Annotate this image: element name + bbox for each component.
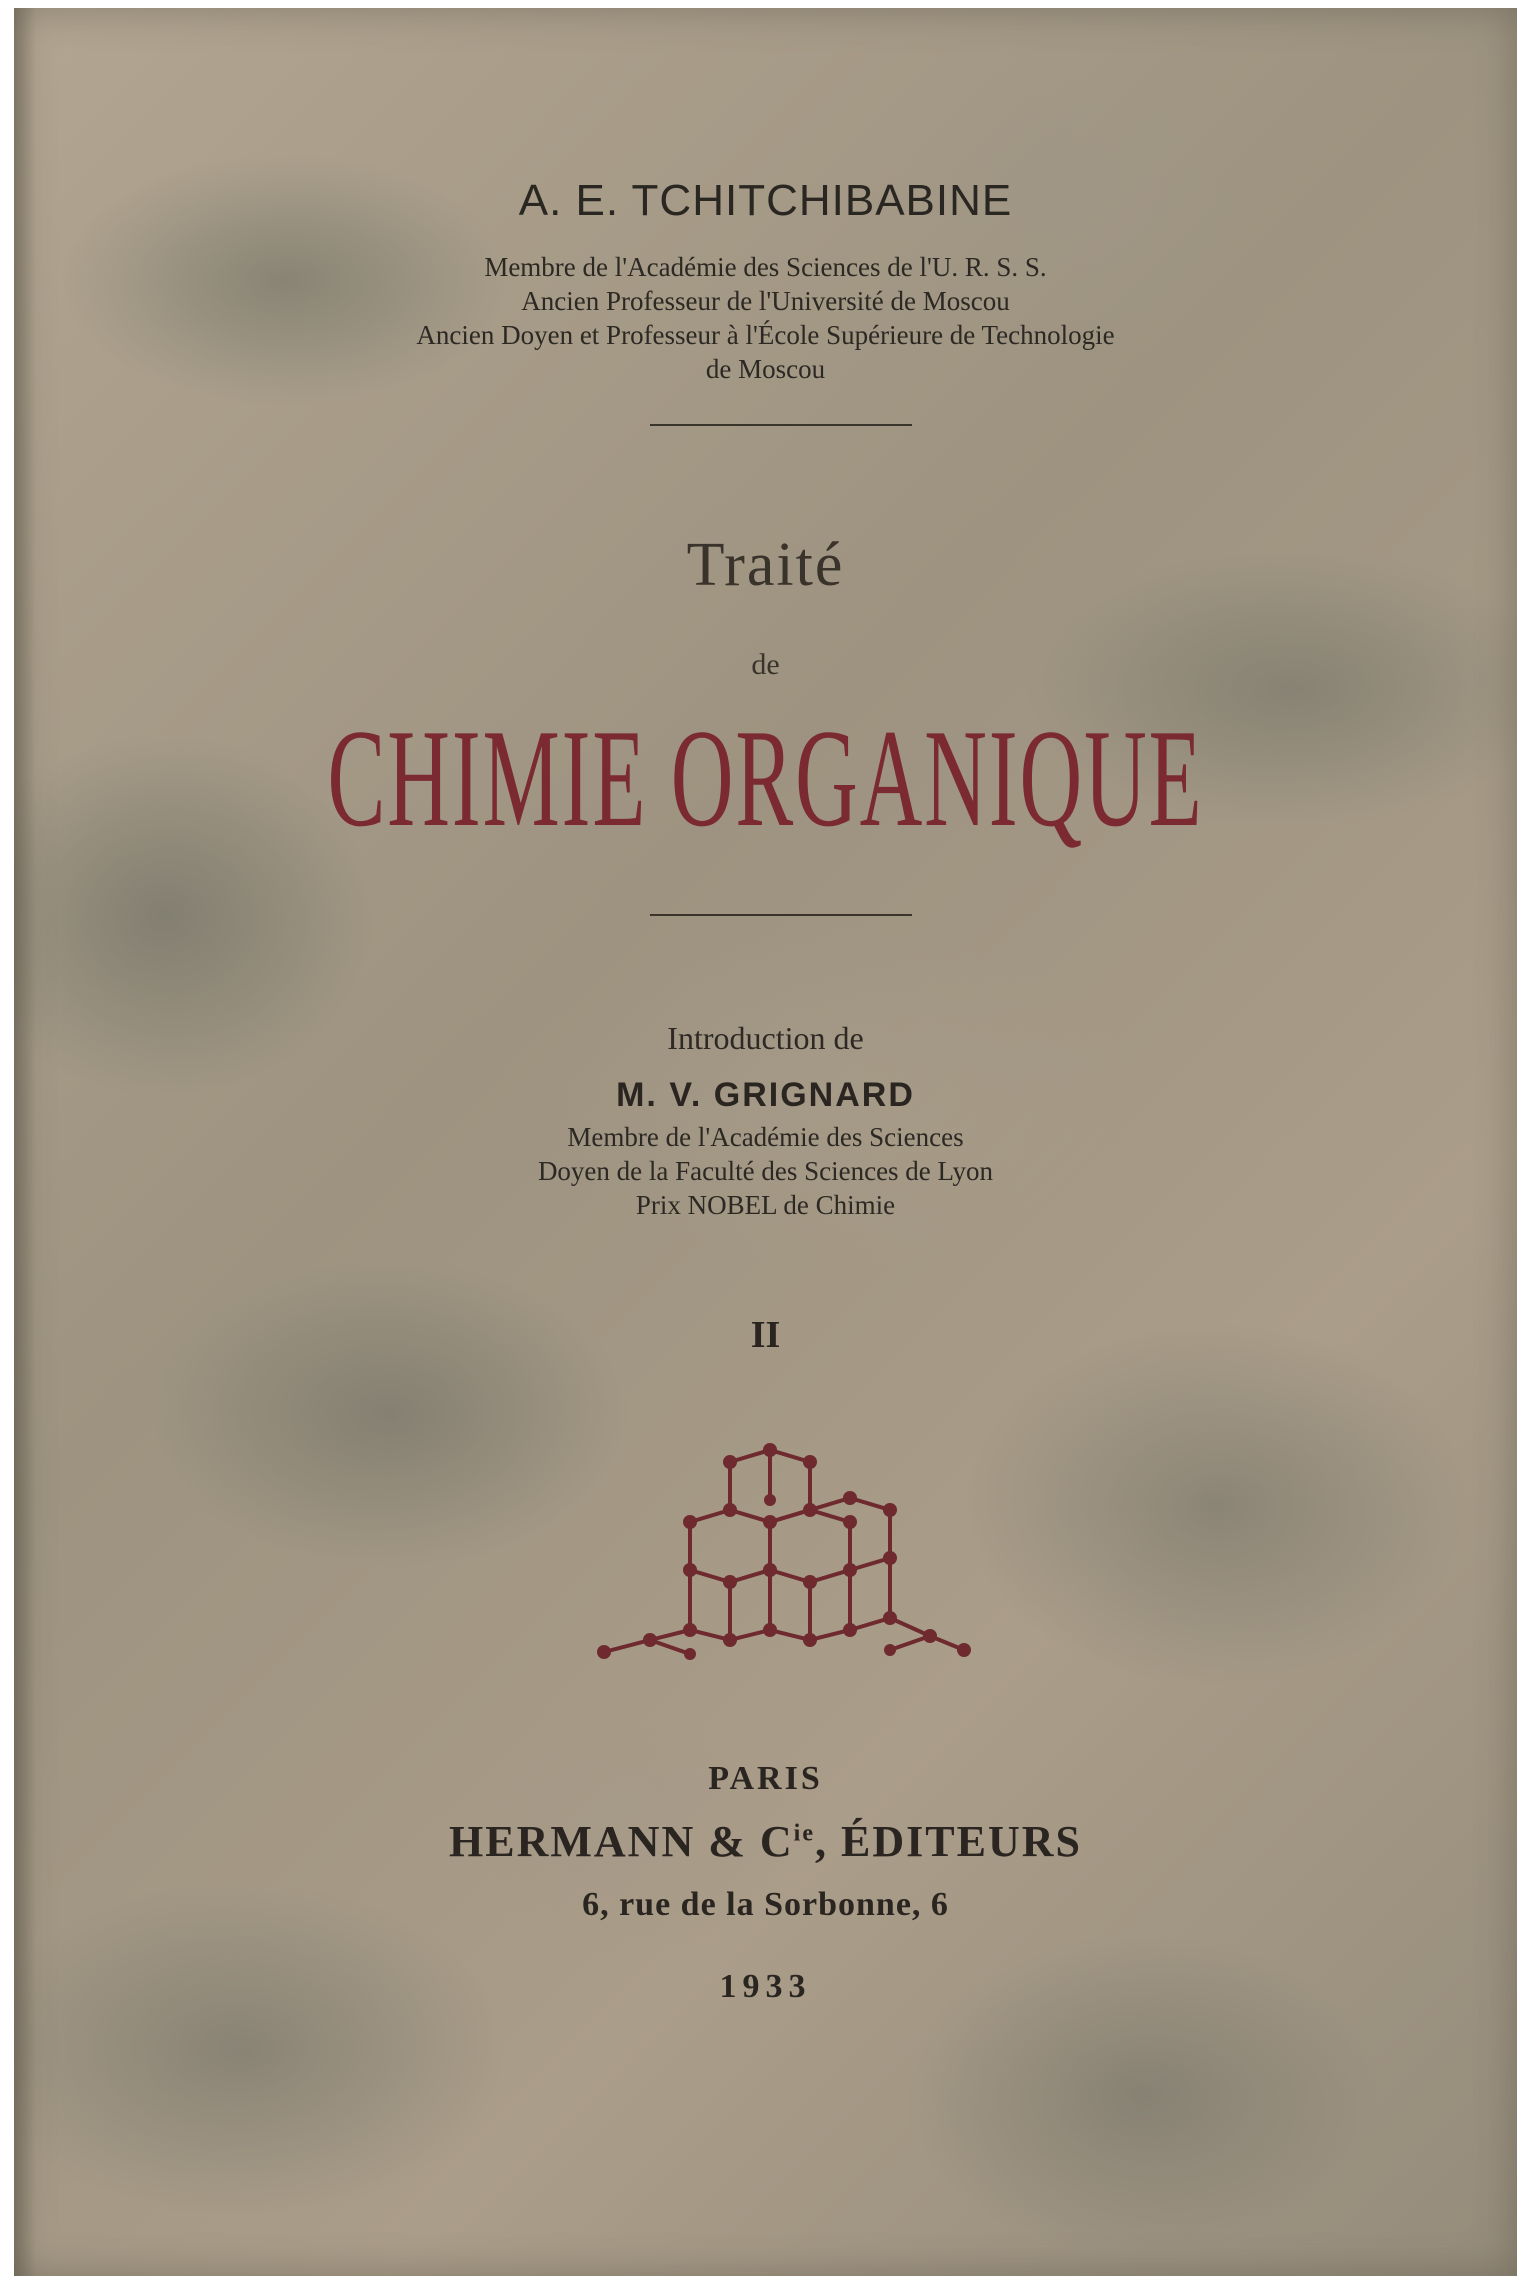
- intro-credential: Membre de l'Académie des Sciences: [567, 1122, 964, 1152]
- main-title: CHIMIE ORGANIQUE: [327, 701, 1204, 856]
- intro-credential: Prix NOBEL de Chimie: [635, 1190, 896, 1220]
- intro-author: M. V. GRIGNARD: [616, 1076, 915, 1114]
- intro-label: Introduction de: [667, 1020, 864, 1056]
- author-credential: Ancien Professeur de l'Université de Moscou: [521, 286, 1010, 316]
- publisher-name: [14, 1816, 1517, 1867]
- author-credential: de Moscou: [705, 354, 826, 384]
- author-credential: Ancien Doyen et Professeur à l'École Supérieure de Technologie: [416, 320, 1115, 350]
- title-line: Traité: [686, 531, 845, 599]
- intro-credential: Doyen de la Faculté des Sciences de Lyon: [537, 1156, 994, 1186]
- publisher-prefix: HERMANN & C: [449, 1817, 794, 1866]
- book-cover: [14, 8, 1517, 2276]
- divider-rule: [650, 914, 912, 916]
- author-credential: Membre de l'Académie des Sciences de l'U. R. S. S.: [484, 252, 1047, 282]
- publisher-superscript: ie: [793, 1820, 815, 1847]
- publisher-city: PARIS: [708, 1760, 823, 1797]
- molecule-lattice-icon: [584, 1440, 984, 1680]
- publisher-address: 6, rue de la Sorbonne, 6: [582, 1886, 949, 1923]
- volume-number: II: [750, 1314, 781, 1356]
- author-name: A. E. TCHITCHIBABINE: [518, 176, 1013, 225]
- divider-rule: [650, 424, 912, 426]
- publication-year: 1933: [719, 1968, 812, 2005]
- title-connector: de: [751, 648, 780, 681]
- publisher-suffix: , ÉDITEURS: [815, 1817, 1082, 1866]
